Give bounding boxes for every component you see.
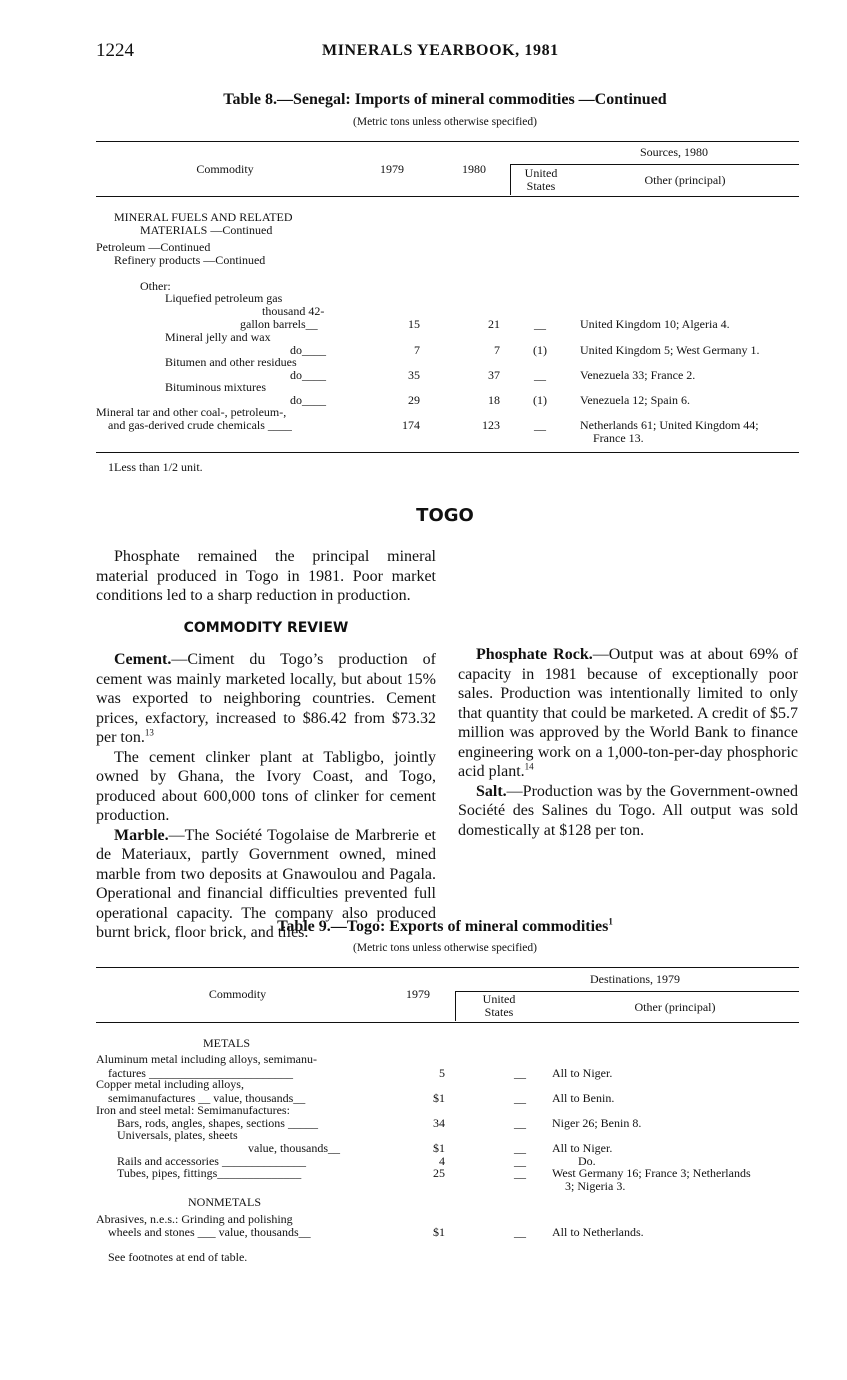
- table8-bottom-rule: [96, 452, 799, 453]
- table8-group-4: Refinery products —Continued: [114, 253, 266, 267]
- table9-us-header: United States: [482, 992, 516, 1019]
- table8-group-2: MATERIALS —Continued: [140, 223, 273, 237]
- cement-footnote-ref: 13: [144, 727, 154, 738]
- table8-row-1-label: gallon barrels__: [240, 317, 318, 331]
- table9-row-other: Niger 26; Benin 8.: [552, 1116, 642, 1130]
- table8-row-1-1979: 15: [408, 317, 420, 331]
- table8-row-5-us: __: [534, 418, 546, 432]
- clinker-paragraph: The cement clinker plant at Tabligbo, jointly owned by Ghana, the Ivory Coast, and Togo, produced about 600,000 tons of clinker for cement production.: [96, 748, 436, 824]
- left-column: [96, 547, 436, 943]
- table8-row-5-other: Netherlands 61; United Kingdom 44;: [580, 418, 759, 432]
- table8-row-5-1980: 123: [482, 418, 500, 432]
- table9-nonmetals-heading: NONMETALS: [188, 1195, 262, 1209]
- table8-row-1-label: thousand 42-: [262, 304, 325, 318]
- table9-row-value: 5: [439, 1066, 445, 1080]
- table8-row-2-label: Mineral jelly and wax: [165, 330, 271, 344]
- right-column: [458, 547, 798, 840]
- table8-row-3-1980: 37: [488, 368, 500, 382]
- table9-row-label: Copper metal including alloys,: [96, 1077, 244, 1091]
- table8-commodity-header: Commodity: [196, 162, 254, 176]
- table9-row-us: __: [514, 1141, 526, 1155]
- cement-paragraph: [96, 650, 436, 748]
- table9-row-label: Aluminum metal including alloys, semimanu-: [96, 1052, 317, 1066]
- table8-subtitle: (Metric tons unless otherwise specified): [353, 116, 537, 128]
- table8-group-1: MINERAL FUELS AND RELATED: [114, 210, 293, 224]
- table8-1980-header: 1980: [462, 162, 486, 176]
- table8-title: Table 8.—Senegal: Imports of mineral commodities —Continued: [223, 91, 667, 108]
- table8-row-1-other: United Kingdom 10; Algeria 4.: [580, 317, 730, 331]
- table9-row-us: __: [514, 1154, 526, 1168]
- table8-row-4-other: Venezuela 12; Spain 6.: [580, 393, 690, 407]
- table8-row-2-label: do____: [290, 343, 326, 357]
- table8-row-5-label: and gas-derived crude chemicals ____: [108, 418, 292, 432]
- table9-row-value: $1: [433, 1091, 445, 1105]
- table9-row-value: 25: [433, 1166, 445, 1180]
- table9-commodity-header: Commodity: [208, 987, 267, 1001]
- cement-text: —Ciment du Togo’s production of cement was mainly marketed locally, but about 15% was exported to neighboring countries. Cement prices, exfactory, increased to $86.42 from $73.32 per ton.: [96, 651, 436, 746]
- table8-row-4-us: (1): [533, 393, 547, 407]
- table8-other-header: Other (principal): [644, 173, 726, 187]
- table9-row-label: value, thousands__: [248, 1141, 340, 1155]
- phosphate-text: —Output was at about 69% of capacity in 1981 because of exceptionally poor sales. Production was intentionally limited to only that quantity that could be marketed. A credit of $5.7 million was approved by the World Bank to finance engineering work on a 1,000-ton-per-day phosphoric acid plant.: [458, 646, 798, 780]
- table9-title-text: Table 9.—Togo: Exports of mineral commodities: [277, 918, 609, 935]
- table9-row-label: Bars, rods, angles, shapes, sections _____: [117, 1116, 318, 1130]
- table8-row-4-1979: 29: [408, 393, 420, 407]
- table8-header-rule: [96, 196, 799, 197]
- table9-row-us: __: [514, 1166, 526, 1180]
- table9-row-us: __: [514, 1066, 526, 1080]
- table8-group-5: Other:: [140, 279, 171, 293]
- phosphate-paragraph: [458, 645, 798, 782]
- table9-title-footnote: 1: [608, 916, 613, 927]
- table8-row-3-label: Bitumen and other residues: [165, 355, 297, 369]
- phosphate-heading: Phosphate Rock.: [476, 646, 593, 663]
- table8-row-3-other: Venezuela 33; France 2.: [580, 368, 696, 382]
- table9-row-other: 3; Nigeria 3.: [565, 1179, 626, 1193]
- table9-subtitle: (Metric tons unless otherwise specified): [353, 942, 537, 954]
- table9-row-other: All to Niger.: [552, 1141, 613, 1155]
- table8-group-3: Petroleum —Continued: [96, 240, 211, 254]
- table8-top-rule: [96, 141, 799, 142]
- table8-row-3-us: __: [534, 368, 546, 382]
- table8-row-1-label: Liquefied petroleum gas: [165, 291, 283, 305]
- table8-row-1-1980: 21: [488, 317, 500, 331]
- table8-row-3-label: do____: [290, 368, 326, 382]
- table9-row-label: Iron and steel metal: Semimanufactures:: [96, 1103, 290, 1117]
- table8-row-2-1980: 7: [494, 343, 500, 357]
- table9-row-value: $1: [433, 1225, 445, 1239]
- intro-paragraph: Phosphate remained the principal mineral material produced in Togo in 1981. Poor market conditions led to a sharp reduction in production.: [96, 548, 436, 604]
- table8-footnote: 1Less than 1/2 unit.: [108, 460, 203, 474]
- table8-sources-header: Sources, 1980: [640, 145, 708, 159]
- table9-header-divider: [455, 991, 456, 1021]
- table9-row-label: Universals, plates, sheets: [117, 1128, 238, 1142]
- table8-row-2-us: (1): [533, 343, 547, 357]
- salt-paragraph: [458, 782, 798, 841]
- table8-row-5-1979: 174: [402, 418, 420, 432]
- table9-row-other: All to Benin.: [552, 1091, 615, 1105]
- salt-heading: Salt.: [476, 782, 507, 800]
- table9-row-value: $1: [433, 1141, 445, 1155]
- table9-1979-header: 1979: [406, 987, 430, 1001]
- table9-row-label: Abrasives, n.e.s.: Grinding and polishing: [96, 1212, 293, 1226]
- table9-row-other: All to Netherlands.: [552, 1225, 644, 1239]
- marble-text: —The Société Togolaise de Marbrerie et de Materiaux, partly Government owned, mined marble from two deposits at Gnawoulou and Pagala. Operational and financial difficulties prevented full operational capacity. The company also produced burnt brick, floor brick, and tiles.: [96, 826, 436, 941]
- salt-text: —Production was by the Government-owned Société des Salines du Togo. All output was sold domestically at $128 per ton.: [458, 782, 798, 839]
- table9-row-value: 34: [433, 1116, 445, 1130]
- table8-us-header: United States: [524, 166, 558, 193]
- table9-row-label: semimanufactures __ value, thousands__: [108, 1091, 306, 1105]
- table9-note: See footnotes at end of table.: [108, 1250, 248, 1264]
- table8-sources-rule: [510, 164, 799, 165]
- table8-row-4-label: do____: [290, 393, 326, 407]
- marble-heading: Marble.: [114, 826, 169, 844]
- commodity-review-heading: COMMODITY REVIEW: [183, 619, 349, 636]
- table9-row-label: Rails and accessories ______________: [117, 1154, 306, 1168]
- table8-row-3-1979: 35: [408, 368, 420, 382]
- cement-heading: Cement.: [114, 651, 172, 668]
- table9-row-other: West Germany 16; France 3; Netherlands: [552, 1166, 751, 1180]
- running-title: MINERALS YEARBOOK, 1981: [322, 42, 559, 59]
- table8-row-4-1980: 18: [488, 393, 500, 407]
- table9-row-us: __: [514, 1091, 526, 1105]
- phosphate-footnote-ref: 14: [524, 761, 534, 772]
- table9-row-label: wheels and stones ___ value, thousands__: [108, 1225, 311, 1239]
- table8-row-5-label: Mineral tar and other coal-, petroleum-,: [96, 405, 287, 419]
- table8-1979-header: 1979: [380, 162, 404, 176]
- table9-row-label: factures ________________________: [108, 1066, 293, 1080]
- table8-row-4-label: Bituminous mixtures: [165, 380, 267, 394]
- table9-title: [0, 918, 847, 936]
- table9-row-us: __: [514, 1225, 526, 1239]
- page-number: 1224: [96, 40, 134, 61]
- table8-row-5-other: France 13.: [593, 431, 644, 445]
- table9-header-rule: [96, 1022, 799, 1023]
- table9-row-other: Do.: [578, 1154, 596, 1168]
- table9-row-label: Tubes, pipes, fittings______________: [117, 1166, 302, 1180]
- table9-destinations-header: Destinations, 1979: [590, 972, 680, 986]
- section-heading: TOGO: [416, 505, 474, 526]
- table9-metals-heading: METALS: [203, 1036, 251, 1050]
- table9-top-rule: [96, 967, 799, 968]
- table9-row-us: __: [514, 1116, 526, 1130]
- table8-row-1-us: __: [534, 317, 546, 331]
- table8-header-divider: [510, 164, 511, 195]
- table8-row-2-other: United Kingdom 5; West Germany 1.: [580, 343, 760, 357]
- table9-row-other: All to Niger.: [552, 1066, 613, 1080]
- table9-other-header: Other (principal): [634, 1000, 716, 1014]
- table8-row-2-1979: 7: [414, 343, 420, 357]
- table9-row-value: 4: [439, 1154, 445, 1168]
